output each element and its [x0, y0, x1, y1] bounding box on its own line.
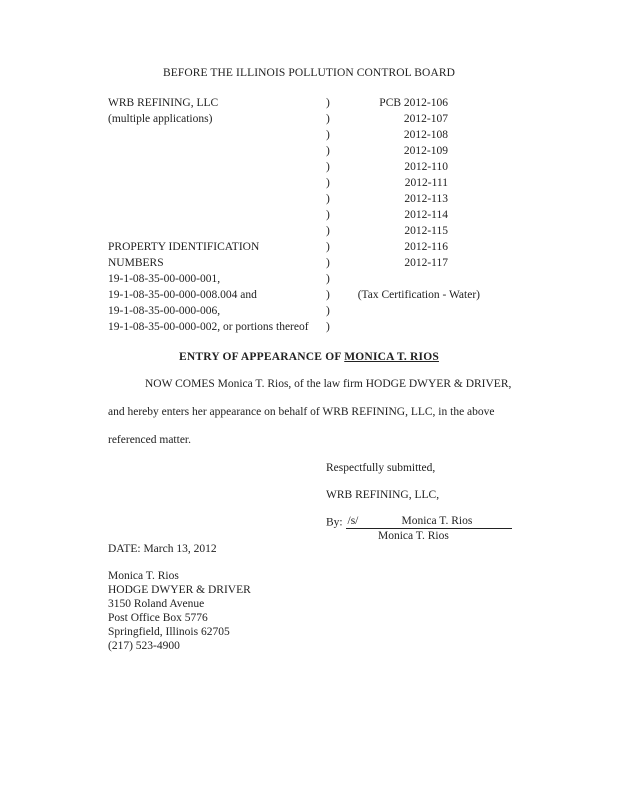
case-number: 2012-115 [404, 225, 448, 237]
body-line: NOW COMES Monica T. Rios, of the law firm HODGE DWYER & DRIVER, [145, 378, 512, 390]
case-number: 2012-111 [404, 177, 448, 189]
document-title: BEFORE THE ILLINOIS POLLUTION CONTROL BOARD [162, 67, 456, 79]
case-number: 2012-113 [404, 193, 448, 205]
caption-paren: ) [326, 241, 330, 253]
caption-line: PROPERTY IDENTIFICATION [108, 241, 260, 253]
caption-paren: ) [326, 273, 330, 285]
closing-text: Respectfully submitted, [326, 462, 436, 474]
caption-paren: ) [326, 193, 330, 205]
address-line: Post Office Box 5776 [108, 612, 208, 624]
case-number: 2012-109 [403, 145, 448, 157]
address-line: HODGE DWYER & DRIVER [108, 584, 251, 596]
caption-line: WRB REFINING, LLC [108, 97, 219, 109]
caption-line: (multiple applications) [108, 113, 213, 125]
address-line: Springfield, Illinois 62705 [108, 626, 230, 638]
address-line: (217) 523-4900 [108, 640, 180, 652]
entry-heading-name: MONICA T. RIOS [344, 351, 439, 363]
caption-paren: ) [326, 161, 330, 173]
caption-paren: ) [326, 209, 330, 221]
caption-line: NUMBERS [108, 257, 164, 269]
case-number: 2012-108 [403, 129, 448, 141]
case-number: 2012-114 [404, 209, 448, 221]
by-label: By: [326, 516, 343, 529]
date-line: DATE: March 13, 2012 [108, 543, 217, 555]
caption-paren: ) [326, 225, 330, 237]
entry-heading-prefix: ENTRY OF APPEARANCE OF [179, 351, 345, 363]
caption-line: 19-1-08-35-00-000-002, or portions thereof [108, 321, 309, 333]
address-line: 3150 Roland Avenue [108, 598, 205, 610]
caption-paren: ) [326, 257, 330, 269]
caption-paren: ) [326, 177, 330, 189]
caption-paren: ) [326, 145, 330, 157]
caption-line: 19-1-08-35-00-000-008.004 and [108, 289, 257, 301]
case-number: 2012-110 [404, 161, 448, 173]
signature-line [326, 516, 512, 529]
case-number: PCB 2012-106 [379, 97, 448, 109]
caption-line: 19-1-08-35-00-000-006, [108, 305, 221, 317]
caption-paren: ) [326, 113, 330, 125]
case-number: 2012-107 [403, 113, 448, 125]
case-number: 2012-116 [404, 241, 448, 253]
caption-line: 19-1-08-35-00-000-001, [108, 273, 221, 285]
caption-paren: ) [326, 289, 330, 301]
party-name: WRB REFINING, LLC, [326, 489, 440, 501]
entry-heading [0, 352, 618, 364]
address-line: Monica T. Rios [108, 570, 179, 582]
caption-paren: ) [326, 305, 330, 317]
printed-name: Monica T. Rios [378, 530, 449, 542]
signature-name: Monica T. Rios [401, 515, 473, 527]
signature-slash: /s/ [347, 515, 359, 527]
case-number: 2012-117 [404, 257, 448, 269]
tax-certification-label: (Tax Certification - Water) [357, 289, 480, 301]
body-line: referenced matter. [108, 434, 191, 446]
body-line: and hereby enters her appearance on behalf of WRB REFINING, LLC, in the above [108, 406, 495, 418]
caption-paren: ) [326, 129, 330, 141]
caption-paren: ) [326, 97, 330, 109]
caption-paren: ) [326, 321, 330, 333]
signature-underline [346, 516, 512, 529]
